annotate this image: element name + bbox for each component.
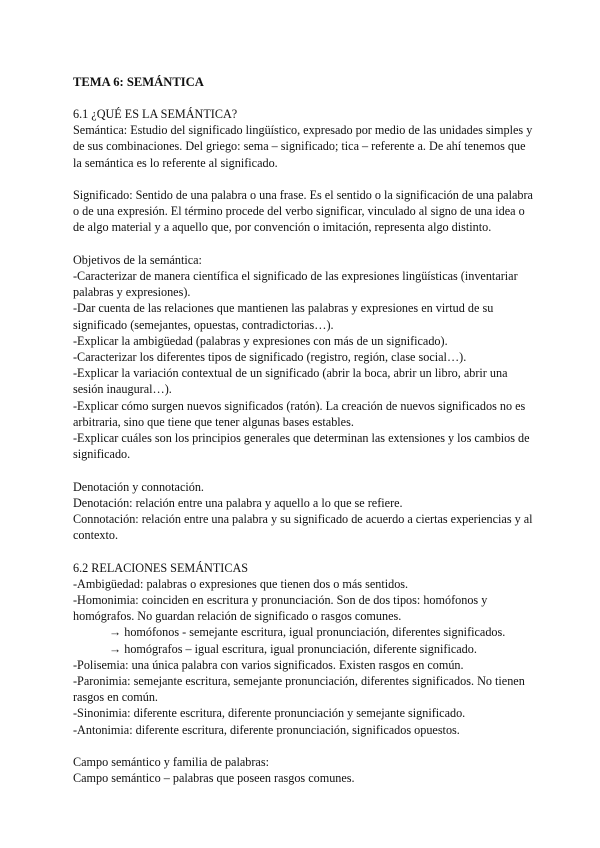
list-item: -Sinonimia: diferente escritura, diferente pronunciación y semejante significado. [73, 706, 466, 721]
list-item: -Ambigüedad: palabras o expresiones que tienen dos o más sentidos. [73, 576, 409, 591]
definition-significado: Significado: Sentido de una palabra o una frase. Es el sentido o la significación de una palabra o de una expresión. El término procede del verbo significar, vinculado al signo de una idea o de algo material y a aquello que, por convención o imitación, representa algo distinto. [73, 188, 533, 235]
section-heading: 6.1 ¿QUÉ ES LA SEMÁNTICA? [73, 107, 238, 121]
section-heading: 6.2 RELACIONES SEMÁNTICAS [73, 560, 249, 575]
denotacion-block [73, 479, 533, 544]
list-item: -Caracterizar de manera científica el significado de las expresiones lingüísticas (inventariar palabras y expresiones). [73, 269, 518, 300]
connotacion-definition: Connotación: relación entre una palabra y su significado de acuerdo a ciertas experiencias y al contexto. [73, 512, 533, 543]
list-item: -Polisemia: una única palabra con varios significados. Existen rasgos en común. [73, 657, 464, 672]
campo-definition: Campo semántico – palabras que poseen rasgos comunes. [73, 771, 355, 786]
campo-semantico-block [73, 754, 533, 786]
objetivos-block [73, 252, 533, 463]
definition-significado-block [73, 187, 533, 236]
sub-list-item: → homófonos - semejante escritura, igual pronunciación, diferentes significados. [109, 625, 506, 640]
sub-list-item: → homógrafos – igual escritura, igual pronunciación, diferente significado. [109, 641, 477, 656]
list-item: -Dar cuenta de las relaciones que mantienen las palabras y expresiones en virtud de su significado (semejantes, opuestas, contradictorias…). [73, 301, 494, 332]
definition-semantica: Semántica: Estudio del significado lingüístico, expresado por medio de las unidades simples y de sus combinaciones. Del griego: sema – significado; tica – referente a. De ahí tenemos que la semántica es lo referente al significado. [73, 123, 533, 170]
document-body [73, 74, 533, 803]
section-6-2 [73, 560, 533, 738]
denotacion-heading: Denotación y connotación. [73, 479, 204, 494]
list-item: -Explicar la variación contextual de un significado (abrir la boca, abrir un libro, abrir una sesión inaugural…). [73, 366, 508, 397]
list-item: -Homonimia: coinciden en escritura y pronunciación. Son de dos tipos: homófonos y homógrafos. No guardan relación de significado o rasgos comunes. [73, 593, 488, 624]
denotacion-definition: Denotación: relación entre una palabra y aquello a lo que se refiere. [73, 495, 403, 510]
section-6-1-intro [73, 106, 533, 171]
list-item: -Antonimia: diferente escritura, diferente pronunciación, significados opuestos. [73, 722, 460, 737]
list-item: -Paronimia: semejante escritura, semejante pronunciación, diferentes significados. No tienen rasgos en común. [73, 674, 525, 705]
document-title: TEMA 6: SEMÁNTICA [73, 75, 204, 89]
list-item: -Explicar cómo surgen nuevos significados (ratón). La creación de nuevos significados no es arbitraria, sino que tiene que tener algunas bases estables. [73, 398, 526, 429]
campo-heading: Campo semántico y familia de palabras: [73, 755, 269, 770]
list-item: -Explicar cuáles son los principios generales que determinan las extensiones y los cambios de significado. [73, 431, 530, 462]
list-item: -Explicar la ambigüedad (palabras y expresiones con más de un significado). [73, 333, 448, 348]
objetivos-heading: Objetivos de la semántica: [73, 252, 202, 267]
list-item: -Caracterizar los diferentes tipos de significado (registro, región, clase social…). [73, 350, 467, 365]
